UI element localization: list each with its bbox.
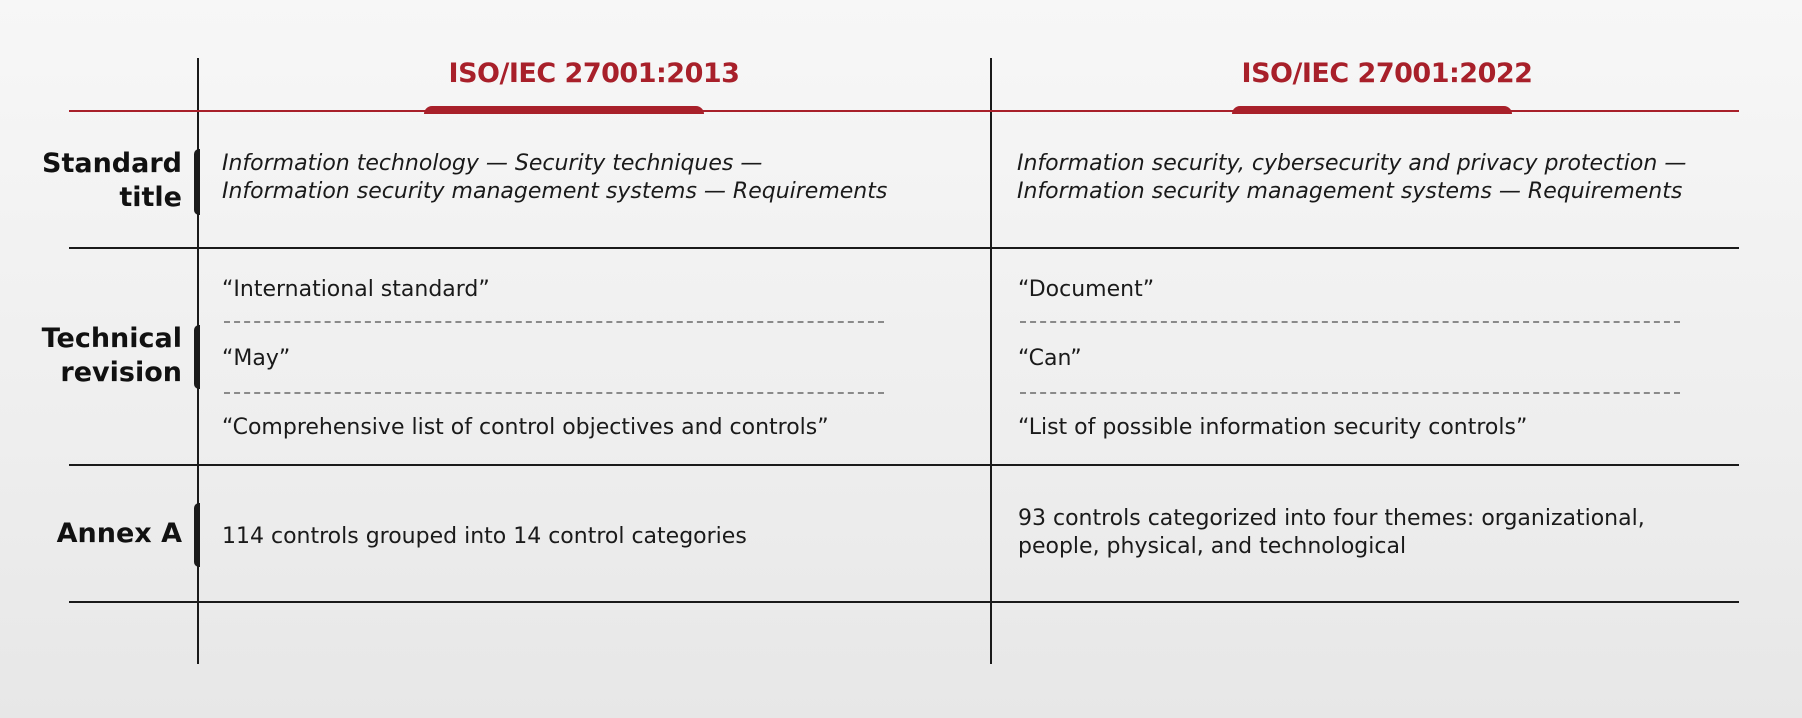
row-label-technical-revision: Technical revision — [41, 323, 182, 388]
new-term-2: “Can” — [1018, 346, 1082, 371]
grid-divider-columns — [990, 58, 992, 664]
old-standard-title: Information technology — Security techniques — Information security management systems — Requirements — [222, 151, 888, 204]
column-header-tab — [424, 106, 704, 114]
old-annex-a: 114 controls grouped into 14 control categories — [222, 524, 747, 549]
row-bracket — [194, 503, 200, 567]
old-term-1: “International standard” — [222, 277, 490, 302]
column-header-2022: ISO/IEC 27001:2022 — [1241, 58, 1533, 89]
row-bracket — [194, 325, 200, 389]
row-rule — [69, 601, 1739, 603]
row-rule — [69, 464, 1739, 466]
row-label-annex-a: Annex A — [56, 518, 182, 549]
new-annex-a: 93 controls categorized into four themes: organizational, people, physical, and technological — [1018, 506, 1645, 559]
dashed-separator — [224, 392, 884, 394]
dashed-separator — [1020, 392, 1680, 394]
dashed-separator — [224, 321, 884, 323]
new-term-1: “Document” — [1018, 277, 1155, 302]
row-rule — [69, 247, 1739, 249]
row-bracket — [194, 149, 200, 215]
dashed-separator — [1020, 321, 1680, 323]
old-term-2: “May” — [222, 346, 291, 371]
new-standard-title: Information security, cybersecurity and privacy protection — Information security management systems — Requirements — [1017, 151, 1687, 204]
column-header-tab — [1232, 106, 1512, 114]
row-label-standard-title: Standard title — [42, 148, 182, 213]
column-header-2013: ISO/IEC 27001:2013 — [448, 58, 740, 89]
old-term-3: “Comprehensive list of control objectives and controls” — [222, 415, 829, 440]
new-term-3: “List of possible information security controls” — [1018, 415, 1528, 440]
